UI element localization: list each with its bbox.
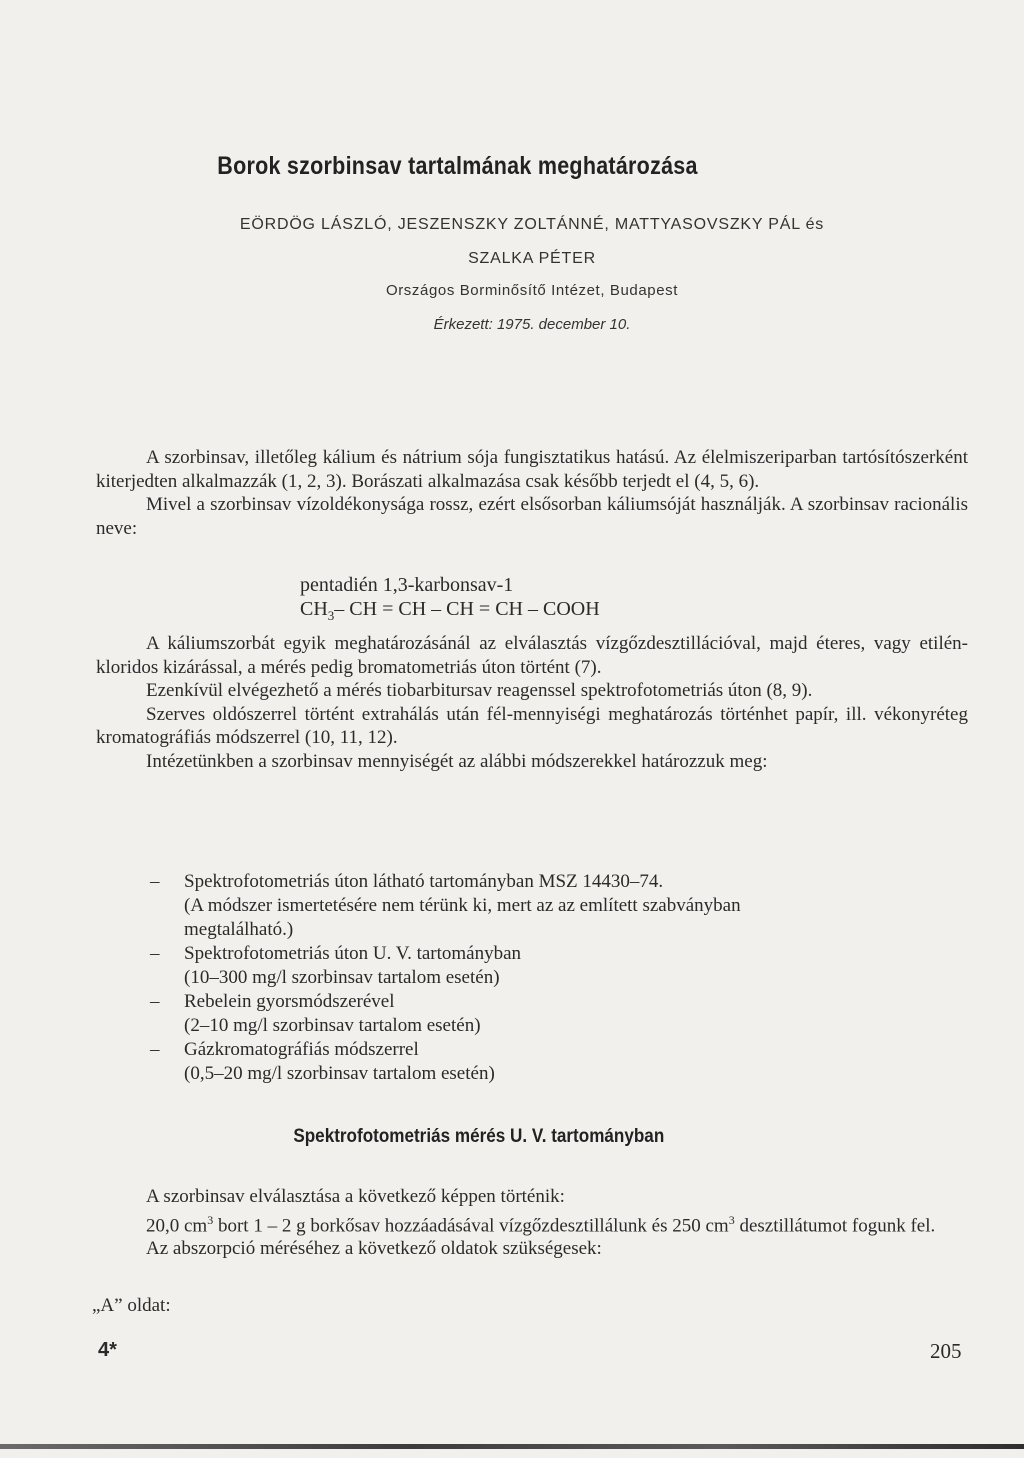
list-item-line: Spektrofotometriás úton U. V. tartományban <box>184 943 522 964</box>
superscript: 3 <box>207 1212 214 1227</box>
authors-line-2: SZALKA PÉTER <box>468 250 596 267</box>
uv-section <box>96 1185 968 1261</box>
list-item-line: (0,5–20 mg/l szorbinsav tartalom esetén) <box>184 1063 495 1084</box>
institute-affiliation: Országos Borminősítő Intézet, Budapest <box>385 282 679 299</box>
intro-section <box>96 446 968 540</box>
received-date: Érkezett: 1975. december 10. <box>433 316 631 333</box>
list-item-line: Spektrofotometriás úton látható tartományban MSZ 14430–74. <box>184 871 664 892</box>
paragraph-institute-methods: Intézetünkben a szorbinsav mennyiségét az alábbi módszerekkel határozzuk meg: <box>146 750 768 772</box>
signature-mark: 4* <box>98 1339 117 1361</box>
superscript: 3 <box>728 1212 735 1227</box>
list-item-line: (10–300 mg/l szorbinsav tartalom esetén) <box>184 967 500 988</box>
methods-paragraphs <box>96 632 968 773</box>
formula-subscript: 3 <box>327 608 335 623</box>
formula-part-b: – CH = CH – CH = CH – COOH <box>334 598 600 620</box>
authors-line-1: EÖRDÖG LÁSZLÓ, JESZENSZKY ZOLTÁNNÉ, MATTYASOVSZKY PÁL és <box>239 216 825 233</box>
formula-name: pentadién 1,3-karbonsav-1 <box>300 574 514 596</box>
uv-paragraph-1: A szorbinsav elválasztása a következő képpen történik: <box>146 1186 565 1207</box>
list-item-line: Rebelein gyorsmódszerével <box>184 991 395 1012</box>
list-dash: – <box>150 871 160 892</box>
intro-paragraph-2: Mivel a szorbinsav vízoldékonysága rossz, ezért elsősorban káliumsóját használják. A szorbinsav racionális neve: <box>96 494 968 539</box>
list-dash: – <box>150 1039 160 1060</box>
list-item-line: Gázkromatográfiás módszerrel <box>184 1039 419 1060</box>
solution-a-label: „A” oldat: <box>92 1295 171 1316</box>
text-fragment: desztillátumot fogunk fel. <box>734 1214 936 1236</box>
paragraph-extraction: Szerves oldószerrel történt extrahálás után fél-mennyiségi meghatározás történhet papír, ill. vékonyréteg kromatográfiás módszerrel (10, 11, 12). <box>96 703 968 748</box>
list-item-line: (A módszer ismertetésére nem térünk ki, mert az az említett szabványban <box>184 895 741 916</box>
text-fragment: 20,0 cm <box>146 1214 208 1236</box>
list-dash: – <box>150 991 160 1012</box>
uv-paragraph-3: Az abszorpció méréséhez a következő oldatok szükségesek: <box>146 1238 602 1260</box>
page-number: 205 <box>930 1339 962 1363</box>
text-fragment: bort 1 – 2 g borkősav hozzáadásával vízgőzdesztillálunk és 250 cm <box>213 1214 729 1236</box>
intro-paragraph-1: A szorbinsav, illetőleg kálium és nátrium sója fungisztatikus hatású. Az élelmiszeriparban tartósítószerként kiterjedten alkalmazzák (1, 2, 3). Borászati alkalmazása csak később terjedt el (4, 5, 6). <box>96 447 968 492</box>
list-item-line: megtalálható.) <box>184 919 294 940</box>
list-dash: – <box>150 943 160 964</box>
uv-paragraph-2 <box>96 1209 968 1238</box>
formula-part-a: CH <box>300 598 328 620</box>
list-item-line: (2–10 mg/l szorbinsav tartalom esetén) <box>184 1015 481 1036</box>
paragraph-thiobarbituric: Ezenkívül elvégezhető a mérés tiobarbitursav reagenssel spektrofotometriás úton (8, 9). <box>146 680 813 701</box>
paragraph-potassium-sorbate: A káliumszorbát egyik meghatározásánál az elválasztás vízgőzdesztillációval, majd éteres, vagy etilén-kloridos kizárással, a mérés pedig bromatometriás úton történt (7). <box>96 633 968 678</box>
scan-edge-rule <box>0 1444 1024 1449</box>
article-title: Borok szorbinsav tartalmának meghatározása <box>217 152 698 180</box>
chemical-formula <box>300 598 600 624</box>
section-heading: Spektrofotometriás mérés U. V. tartományban <box>293 1126 665 1147</box>
